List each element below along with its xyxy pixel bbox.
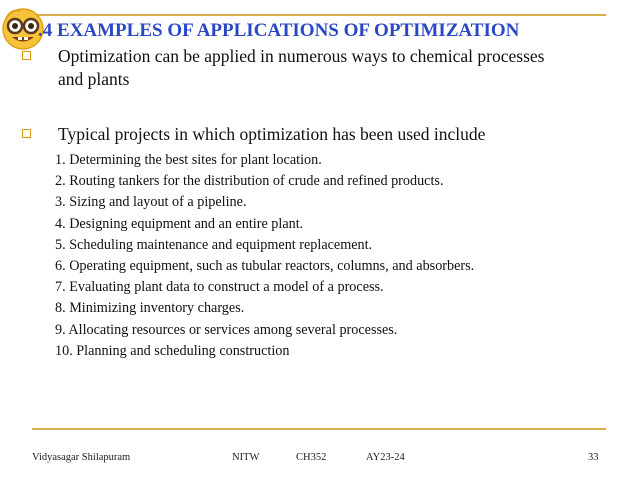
list-item: 4. Designing equipment and an entire plant. [55,215,304,232]
bottom-divider [32,428,606,430]
top-divider [32,14,606,16]
square-bullet-icon [22,51,31,60]
bullet-item-2 [22,123,622,146]
list-item: 5. Scheduling maintenance and equipment replacement. [55,236,373,253]
footer-author: Vidyasagar Shilapuram [32,452,131,463]
list-item: 2. Routing tankers for the distribution of crude and refined products. [55,173,444,190]
list-item: 8. Minimizing inventory charges. [55,300,245,317]
list-item: 1. Determining the best sites for plant location. [55,152,322,168]
bullet-text-line-1: Optimization can be applied in numerous ways to chemical processes [58,46,545,66]
list-item: 3. Sizing and layout of a pipeline. [55,194,247,211]
bullet-item-1 [22,45,622,91]
footer-institute: NITW [232,452,260,463]
list-item: 6. Operating equipment, such as tubular reactors, columns, and absorbers. [55,257,475,274]
examples-list [55,150,474,362]
bullet-text-line-2: and plants [58,69,130,89]
square-bullet-icon [22,129,31,138]
slide-title: .4 EXAMPLES OF APPLICATIONS OF OPTIMIZATION [38,20,520,41]
list-item: 7. Evaluating plant data to construct a model of a process. [55,279,384,296]
bullet-text: Typical projects in which optimization has been used include [58,124,486,144]
footer-year: AY23-24 [366,452,405,463]
footer-course: CH352 [296,452,327,463]
list-item: 9. Allocating resources or services among several processes. [55,321,398,338]
page-number: 33 [588,452,599,463]
list-item: 10. Planning and scheduling construction [55,342,290,359]
